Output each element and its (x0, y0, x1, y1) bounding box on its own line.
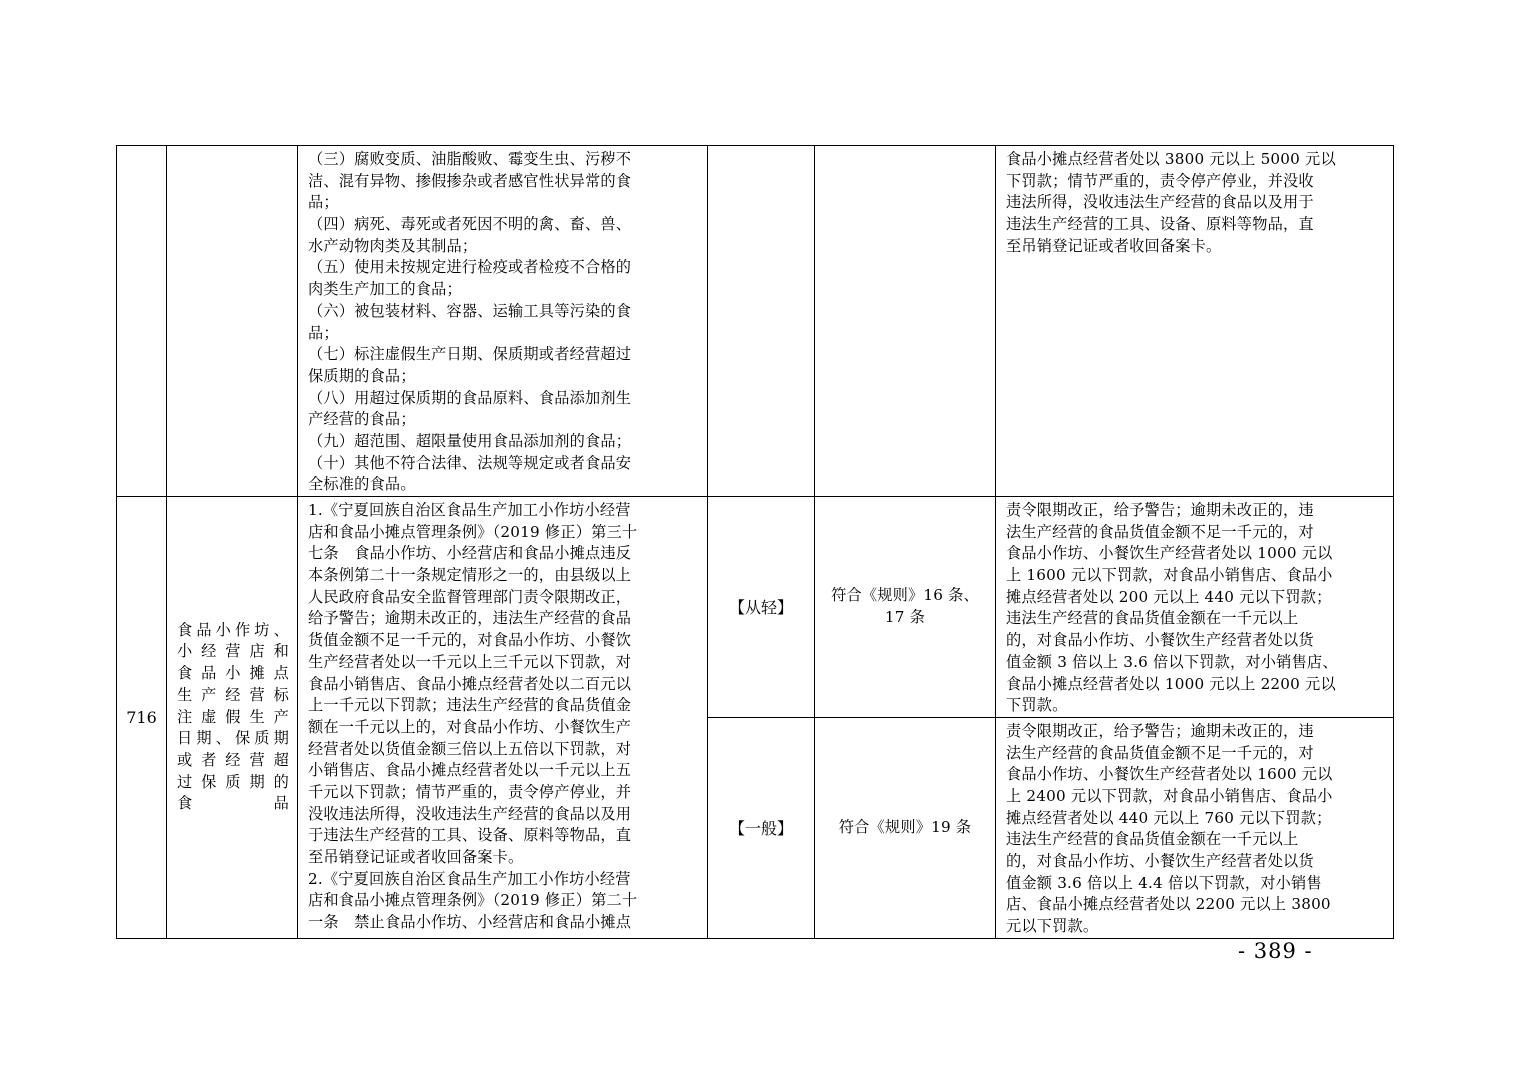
text-line: 责令限期改正，给予警告；逾期未改正的，违 (1006, 501, 1314, 519)
text-line: 七条 食品小作坊、小经营店和食品小摊点违反 (308, 544, 632, 563)
text-line: 过保质期的 (177, 772, 289, 791)
violation-name (177, 620, 289, 815)
text-line: （八）用超过保质期的食品原料、食品添加剂生 (308, 388, 632, 407)
item-number: 716 (117, 497, 167, 939)
penalty-text (1006, 500, 1385, 717)
text-line: 违法所得，没收违法生产经营的食品以及用于 (1006, 193, 1314, 212)
text-line: 法生产经营的食品货值金额不足一千元的，对 (1006, 522, 1314, 541)
text-line: 生产经营标 (177, 685, 289, 704)
table-row-continued (117, 146, 1394, 497)
penalty-cell-general (996, 717, 1394, 938)
penalty-cell (996, 146, 1394, 497)
text-line: 的，对食品小作坊、小餐饮生产经营者处以货 (1006, 631, 1314, 650)
text-line: 摊点经营者处以 440 元以上 760 元以下罚款； (1006, 808, 1332, 827)
penalty-text (1006, 721, 1385, 938)
text-line: 千元以下罚款；情节严重的，责令停产停业，并 (308, 782, 632, 801)
text-line: 下罚款；情节严重的，责令停产停业，并没收 (1006, 171, 1314, 190)
text-line: （三）腐败变质、油脂酸败、霉变生虫、污秽不 (308, 150, 632, 168)
text-line: 食品 (177, 794, 289, 813)
text-line: 食品小作坊、小餐饮生产经营者处以 1000 元以 (1006, 544, 1333, 563)
text-line: 店和食品小摊点管理条例》（2019 修正）第三十 (308, 522, 638, 541)
legal-basis-cell (298, 146, 708, 497)
text-line: 摊点经营者处以 200 元以上 440 元以下罚款； (1006, 587, 1332, 606)
text-line: 的，对食品小作坊、小餐饮生产经营者处以货 (1006, 852, 1314, 870)
text-line: 食品小摊点经营者处以 1000 元以上 2200 元以 (1006, 674, 1336, 693)
number-cell-empty (117, 146, 167, 497)
text-line: 至吊销登记证或者收回备案卡。 (1006, 236, 1222, 255)
text-line: 值金额 3.6 倍以上 4.4 倍以下罚款，对小销售 (1006, 873, 1322, 892)
penalty-cell-lenient (996, 497, 1394, 718)
legal-basis-text (308, 149, 699, 496)
text-line: （六）被包装材料、容器、运输工具等污染的食 (308, 301, 632, 320)
text-line: （四）病死、毒死或者死因不明的禽、畜、兽、 (308, 215, 632, 234)
legal-basis-text (308, 500, 699, 934)
text-line: 违法生产经营的工具、设备、原料等物品，直 (1006, 215, 1314, 234)
text-line: 或者经营超 (177, 750, 289, 769)
text-line: 人民政府食品安全监督管理部门责令限期改正， (308, 587, 632, 606)
text-line: 给予警告；逾期未改正的，违法生产经营的食品 (308, 609, 632, 628)
text-line: 元以下罚款。 (1006, 917, 1099, 936)
text-line: 注虚假生产 (177, 707, 289, 726)
text-line: 产经营的食品； (308, 410, 416, 429)
text-line: （十）其他不符合法律、法规等规定或者食品安 (308, 453, 632, 472)
text-line: 违法生产经营的食品货值金额在一千元以上 (1006, 609, 1299, 628)
text-line: 责令限期改正，给予警告；逾期未改正的，违 (1006, 721, 1314, 740)
text-line: 17 条 (884, 607, 926, 626)
text-line: 日期、保质期 (177, 729, 289, 748)
legal-basis-cell (298, 497, 708, 939)
discretion-level-lenient: 【从轻】 (708, 497, 815, 718)
text-line: 上 2400 元以下罚款，对食品小销售店、食品小 (1006, 786, 1333, 805)
penalty-text (1006, 149, 1385, 257)
text-line: 小经营店和 (177, 642, 289, 661)
text-line: 品； (308, 323, 339, 342)
text-line: 符合《规则》19 条 (838, 817, 972, 836)
text-line: 经营者处以货值金额三倍以上五倍以下罚款，对 (308, 739, 632, 758)
text-line: 食品小摊点经营者处以 3800 元以上 5000 元以 (1006, 150, 1336, 168)
text-line: 1.《宁夏回族自治区食品生产加工小作坊小经营 (308, 501, 631, 519)
violation-name-cell (167, 497, 298, 939)
text-line: 生产经营者处以一千元以上三千元以下罚款，对 (308, 652, 632, 671)
text-line: （九）超范围、超限量使用食品添加剂的食品； (308, 431, 632, 450)
text-line: 店和食品小摊点管理条例》（2019 修正）第二十 (308, 891, 638, 910)
text-line: 于违法生产经营的工具、设备、原料等物品，直 (308, 826, 632, 845)
text-line: 食品小摊点 (177, 664, 289, 683)
text-line: 上一千元以下罚款；违法生产经营的食品货值金 (308, 696, 632, 715)
text-line: 值金额 3 倍以上 3.6 倍以下罚款，对小销售店、 (1006, 652, 1338, 671)
text-line: （五）使用未按规定进行检疫或者检疫不合格的 (308, 258, 632, 277)
discretion-level-general: 【一般】 (708, 717, 815, 938)
text-line: 违法生产经营的食品货值金额在一千元以上 (1006, 830, 1299, 849)
text-line: 食品小销售店、食品小摊点经营者处以二百元以 (308, 674, 632, 693)
condition-cell-empty (815, 146, 996, 497)
text-line: 本条例第二十一条规定情形之一的，由县级以上 (308, 566, 632, 585)
text-line: 2.《宁夏回族自治区食品生产加工小作坊小经营 (308, 869, 631, 888)
level-cell-empty (708, 146, 815, 497)
text-line: 全标准的食品。 (308, 475, 416, 494)
text-line: 一条 禁止食品小作坊、小经营店和食品小摊点 (308, 913, 632, 932)
text-line: 店、食品小摊点经营者处以 2200 元以上 3800 (1006, 895, 1331, 914)
text-line: 食品小作坊、 (177, 620, 289, 639)
text-line: 小销售店、食品小摊点经营者处以一千元以上五 (308, 761, 632, 780)
text-line: 上 1600 元以下罚款，对食品小销售店、食品小 (1006, 566, 1333, 585)
text-line: 水产动物肉类及其制品； (308, 236, 478, 255)
text-line: （七）标注虚假生产日期、保质期或者经营超过 (308, 345, 632, 364)
applicable-condition-lenient (815, 497, 996, 718)
text-line: 品； (308, 193, 339, 212)
text-line: 下罚款。 (1006, 696, 1068, 715)
text-line: 货值金额不足一千元的，对食品小作坊、小餐饮 (308, 631, 632, 650)
text-line: 洁、混有异物、掺假掺杂或者感官性状异常的食 (308, 171, 632, 190)
text-line: 食品小作坊、小餐饮生产经营者处以 1600 元以 (1006, 765, 1333, 784)
text-line: 法生产经营的食品货值金额不足一千元的，对 (1006, 743, 1314, 762)
text-line: 没收违法所得，没收违法生产经营的食品以及用 (308, 804, 632, 823)
text-line: 至吊销登记证或者收回备案卡。 (308, 848, 524, 866)
text-line: 额在一千元以上的，对食品小作坊、小餐饮生产 (308, 717, 632, 736)
penalty-standard-table (116, 145, 1394, 939)
page-number: - 389 - (1238, 939, 1313, 963)
text-line: 肉类生产加工的食品； (308, 280, 462, 299)
text-line: 保质期的食品； (308, 366, 416, 385)
name-cell-empty (167, 146, 298, 497)
table-row-716-lenient (117, 497, 1394, 718)
text-line: 符合《规则》16 条、 (831, 586, 979, 605)
applicable-condition-general (815, 717, 996, 938)
